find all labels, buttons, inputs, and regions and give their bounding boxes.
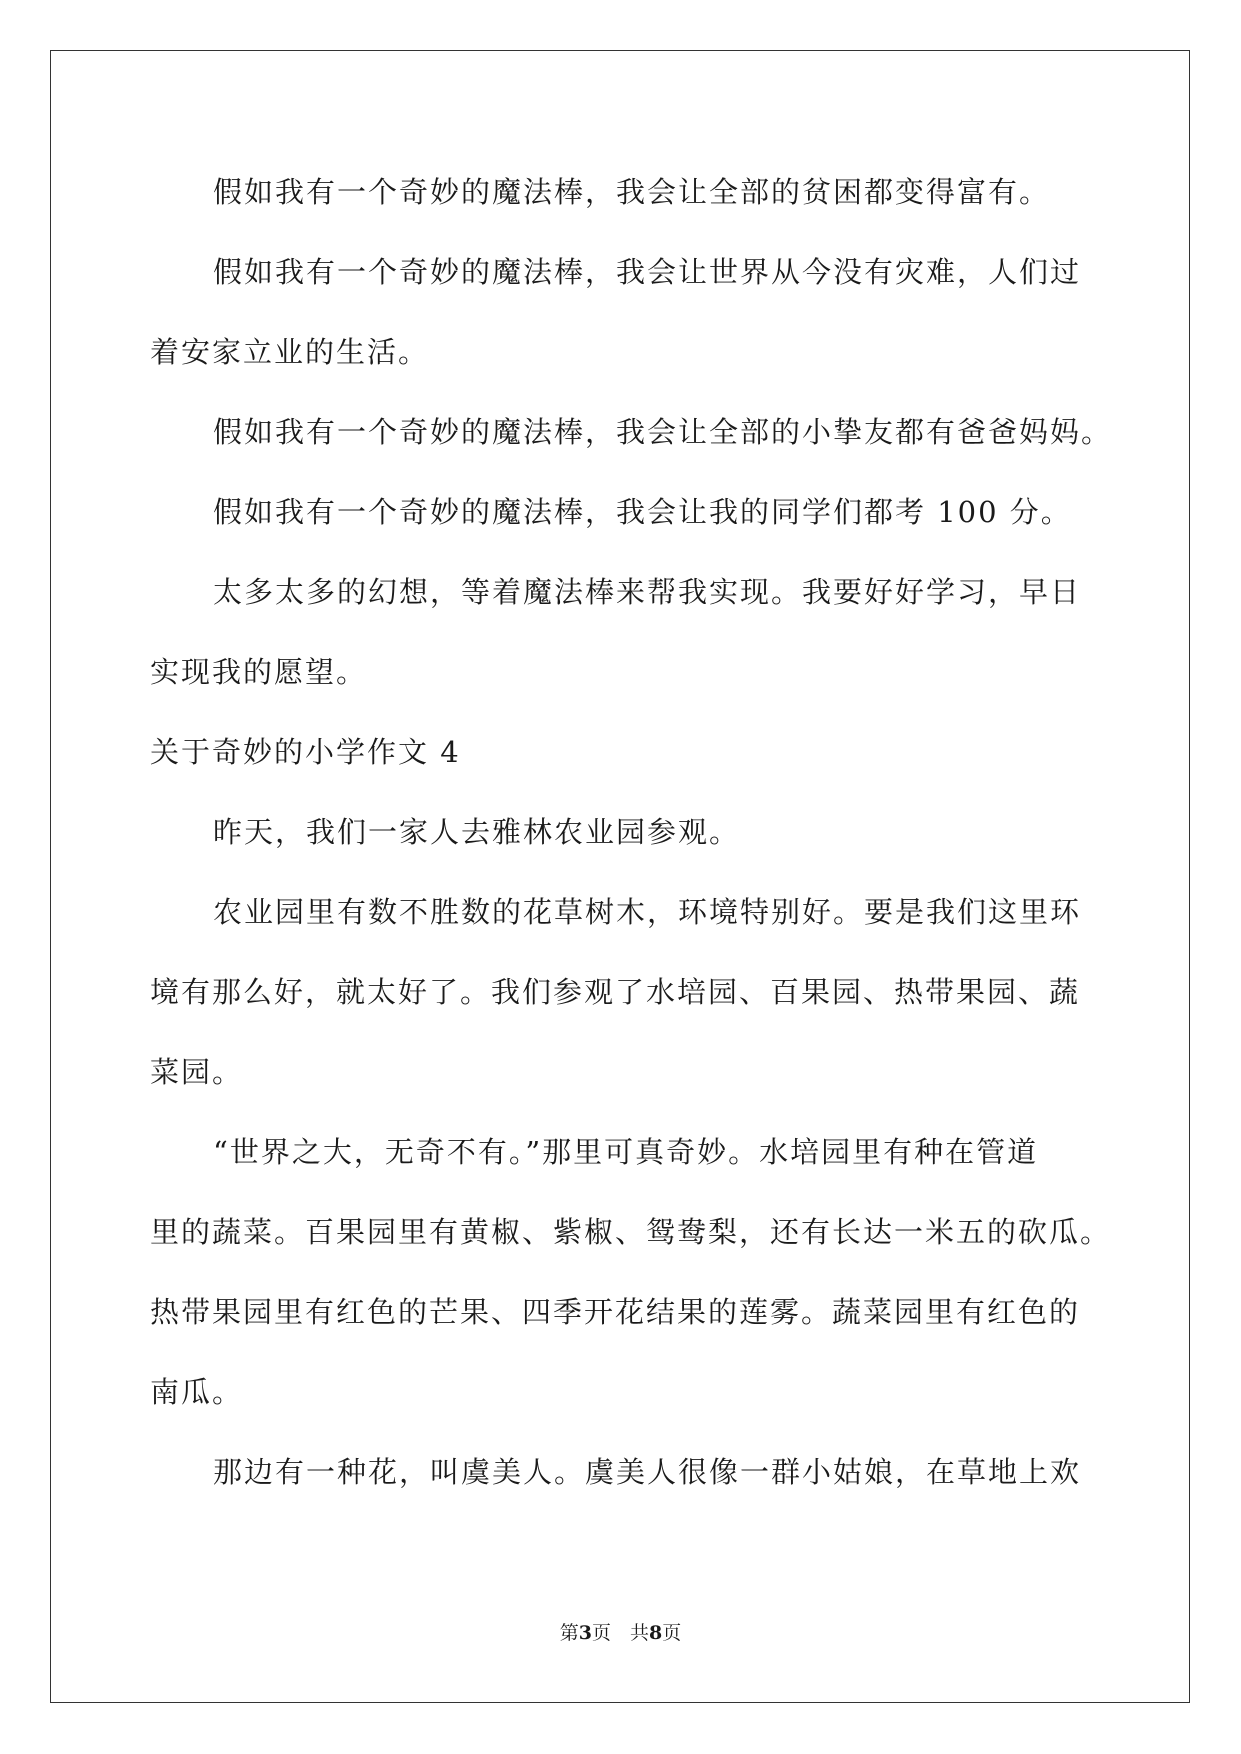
paragraph-line: 农业园里有数不胜数的花草树木，环境特别好。要是我们这里环	[213, 895, 1082, 929]
paragraph-line: 那边有一种花，叫虞美人。虞美人很像一群小姑娘，在草地上欢	[213, 1455, 1082, 1489]
paragraph-line: 着安家立业的生活。	[150, 335, 430, 369]
paragraph-line: 里的蔬菜。百果园里有黄椒、紫椒、鸳鸯梨，还有长达一米五的砍瓜。	[150, 1215, 1112, 1249]
page-prefix: 第	[559, 1622, 579, 1644]
total-page-number: 8	[649, 1622, 663, 1644]
paragraph-line: 热带果园里有红色的芒果、四季开花结果的莲雾。蔬菜园里有红色的	[150, 1295, 1081, 1329]
paragraph-line: 假如我有一个奇妙的魔法棒，我会让全部的小挚友都有爸爸妈妈。	[213, 415, 1113, 449]
paragraph-line: 南瓜。	[150, 1375, 244, 1409]
paragraph-line: “世界之大，无奇不有。”那里可真奇妙。水培园里有种在管道	[213, 1135, 1039, 1169]
paragraph-line: 昨天，我们一家人去雅林农业园参观。	[213, 815, 741, 849]
paragraph-line: 假如我有一个奇妙的魔法棒，我会让全部的贫困都变得富有。	[213, 175, 1051, 209]
paragraph-line: 境有那么好，就太好了。我们参观了水培园、百果园、热带果园、蔬	[150, 975, 1081, 1009]
page-mid: 页 共	[591, 1622, 649, 1644]
paragraph-line: 菜园。	[150, 1055, 244, 1089]
paragraph-line: 假如我有一个奇妙的魔法棒，我会让世界从今没有灾难，人们过	[213, 255, 1082, 289]
paragraph-line: 假如我有一个奇妙的魔法棒，我会让我的同学们都考 100 分。	[213, 495, 1072, 529]
paragraph-line: 实现我的愿望。	[150, 655, 368, 689]
section-heading: 关于奇妙的小学作文 4	[150, 735, 461, 769]
paragraph-line: 太多太多的幻想，等着魔法棒来帮我实现。我要好好学习，早日	[213, 575, 1082, 609]
page-number-footer	[0, 1621, 1241, 1645]
page-suffix: 页	[662, 1622, 682, 1644]
current-page-number: 3	[578, 1622, 592, 1644]
